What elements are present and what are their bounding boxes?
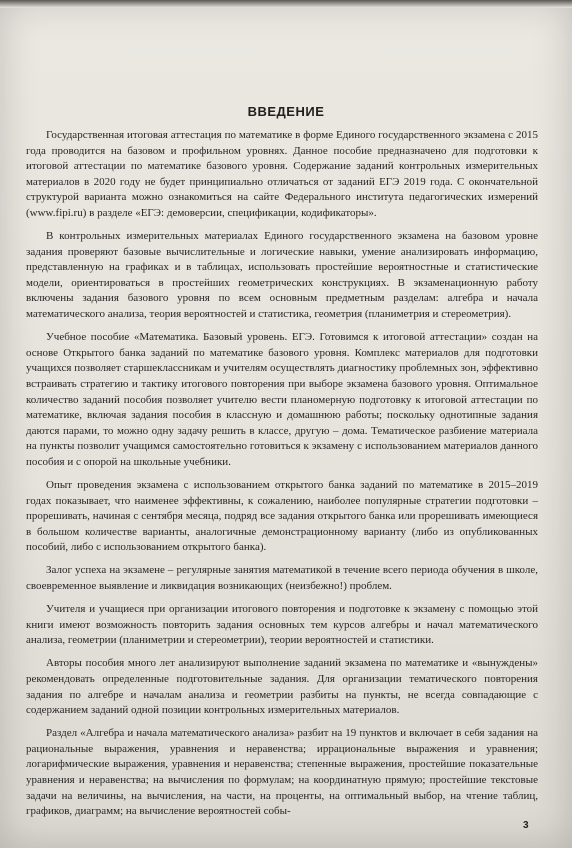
paragraph-1: Государственная итоговая аттестация по математике в форме Единого государственного экзамена с 2015 года проводится на базовом и профильном уровнях. Данное пособие предназначено для подготовки к итоговой аттестации по математике базового уровня. Содержание заданий контрольных измерительных материалов в 2020 году не будет принципиально отличаться от заданий ЕГЭ 2019 года. С окончательной структурой варианта можно ознакомиться на сайте Федерального института педагогических измерений (www.fipi.ru) в разделе «ЕГЭ: демоверсии, спецификации, кодификаторы». (26, 129, 538, 219)
paragraph-3: Учебное пособие «Математика. Базовый уровень. ЕГЭ. Готовимся к итоговой аттестации» создан на основе Открытого банка заданий по математике базового уровня. Комплекс материалов для подготовки учащихся позволяет старшеклассникам и учителям осуществлять диагностику проблемных зон, эффективно встраивать стратегию и тактику итогового повторения при выборе экзамена базового уровня. Оптимальное количество заданий пособия позволяет учителю вести планомерную подготовку к итоговой аттестации по математике, включая задания пособия в классную и домашнюю работы; поскольку однотипные задания даются парами, то можно одну задачу решить в классе, другую – дома. Тематическое разбиение материала на пункты позволит учащимся самостоятельно готовиться к экзамену с использованием материалов данного пособия и с опорой на школьные учебники. (26, 331, 538, 468)
page-top-edge (0, 0, 572, 8)
paragraph-6: Учителя и учащиеся при организации итогового повторения и подготовке к экзамену с помощью этой книги имеют возможность повторить задания основных тем курсов алгебры и начал математического анализа, геометрии (планиметрии и стереометрии), теории вероятностей и статистики. (26, 603, 538, 647)
page-number: 3 (523, 820, 529, 831)
paragraph-7: Авторы пособия много лет анализируют выполнение заданий экзамена по математике и «вынуждены» рекомендовать определенные подготовительные задания. Для организации тематического повторения задания по алгебре и началам анализа и геометрии разбиты на пункты, не всегда совпадающие с содержанием заданий одной позиции контрольных измерительных материалов. (26, 657, 538, 717)
paragraph-4: Опыт проведения экзамена с использованием открытого банка заданий по математике в 2015–2019 годах показывает, что наименее эффективны, к сожалению, наиболее популярные стратегии подготовки – прорешивать, начиная с сентября месяца, подряд все задания открытого банка или прорешивать имеющиеся в большом количестве варианты, аналогичные демонстрационному варианту (либо из опубликованных пособий, либо с использованием открытого банка). (26, 478, 538, 554)
text-body (26, 128, 538, 827)
paragraph-5: Залог успеха на экзамене – регулярные занятия математикой в течение всего периода обучения в школе, своевременное выявление и ликвидация возникающих (неизбежно!) проблем. (26, 564, 538, 593)
page-title: ВВЕДЕНИЕ (247, 104, 325, 119)
paragraph-2: В контрольных измерительных материалах Единого государственного экзамена на базовом уровне задания проверяют базовые вычислительные и логические навыки, умение анализировать информацию, представленную на графиках и в таблицах, использовать простейшие вероятностные и статистические модели, ориентироваться в простейших геометрических конструкциях. В экзаменационную работу включены задания базового уровня по всем основным предметным разделам: алгебра и начала математического анализа, теория вероятностей и статистика, геометрия (планиметрия и стереометрия). (26, 230, 538, 321)
paragraph-8: Раздел «Алгебра и начала математического анализа» разбит на 19 пунктов и включает в себя задания на рациональные выражения, уравнения и неравенства; иррациональные выражения и уравнения; логарифмические выражения, уравнения и неравенства; степенные выражения, простейшие показательные уравнения и неравенства; на вычисления по формулам; на координатную прямую; простейшие текстовые задачи на величины, на вычисления, на части, на проценты, на оптимальный выбор, на чтение таблиц, графиков, диаграмм; на вычисление вероятностей собы- (26, 727, 538, 818)
